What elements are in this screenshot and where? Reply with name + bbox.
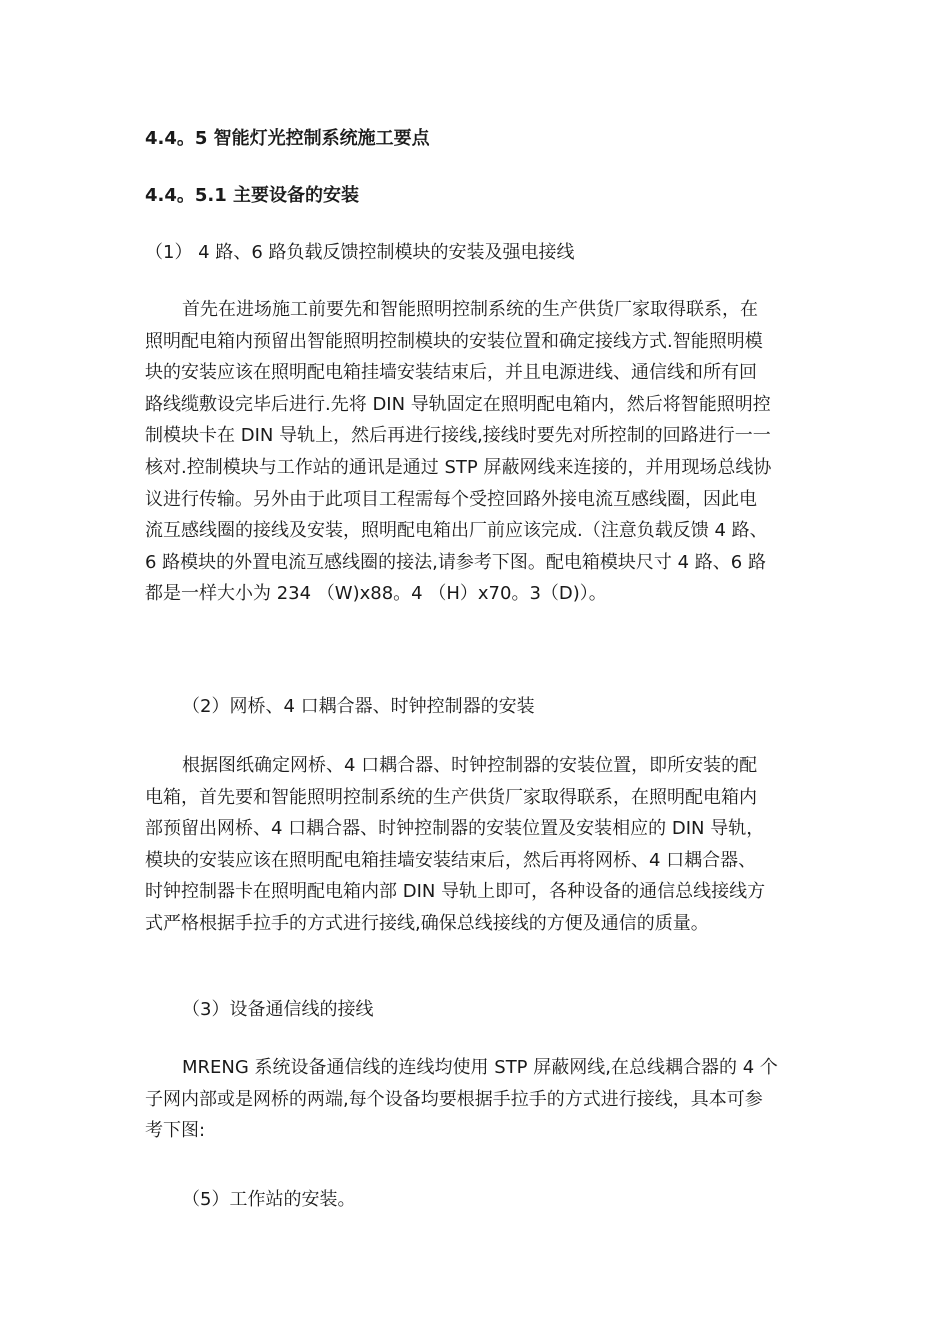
paragraph-2-line: 时钟控制器卡在照明配电箱内部 DIN 导轨上即可，各种设备的通信总线接线方	[145, 881, 766, 903]
paragraph-1-line: 流互感线圈的接线及安装，照明配电箱出厂前应该完成.（注意负载反馈 4 路、	[145, 520, 768, 542]
paragraph-1-line: 照明配电箱内预留出智能照明控制模块的安装位置和确定接线方式.智能照明模	[145, 330, 763, 352]
paragraph-2	[145, 750, 815, 940]
section-heading-4-4-5-1: 4.4。5.1 主要设备的安装	[145, 185, 360, 206]
paragraph-2-line: 部预留出网桥、4 口耦合器、时钟控制器的安装位置及安装相应的 DIN 导轨，	[145, 818, 765, 840]
item-5-title: （5）工作站的安装。	[182, 1189, 356, 1210]
paragraph-2-line: 电箱，首先要和智能照明控制系统的生产供货厂家取得联系，在照明配电箱内	[145, 786, 757, 808]
paragraph-3-line: MRENG 系统设备通信线的连线均使用 STP 屏蔽网线,在总线耦合器的 4 个	[182, 1057, 778, 1078]
paragraph-1-line: 议进行传输。另外由于此项目工程需每个受控回路外接电流互感线圈，因此电	[145, 488, 757, 510]
paragraph-3-line: 考下图:	[145, 1120, 206, 1142]
paragraph-1-line: 块的安装应该在照明配电箱挂墙安装结束后，并且电源进线、通信线和所有回	[145, 362, 757, 384]
paragraph-1-line: 核对.控制模块与工作站的通讯是通过 STP 屏蔽网线来连接的，并用现场总线协	[145, 456, 772, 478]
item-3-title: （3）设备通信线的接线	[182, 999, 374, 1020]
paragraph-1	[145, 294, 815, 610]
paragraph-2-line: 模块的安装应该在照明配电箱挂墙安装结束后，然后再将网桥、4 口耦合器、	[145, 849, 757, 871]
section-heading-4-4-5: 4.4。5 智能灯光控制系统施工要点	[145, 128, 430, 149]
paragraph-1-last-prefix: 都是一样大小为	[145, 583, 271, 605]
paragraph-1-line: 制模块卡在 DIN 导轨上，然后再进行接线,接线时要先对所控制的回路进行一一	[145, 425, 771, 447]
paragraph-3	[145, 1052, 815, 1147]
paragraph-1-line: 6 路模块的外置电流互感线圈的接法,请参考下图。配电箱模块尺寸 4 路、6 路	[145, 551, 766, 573]
item-2-title: （2）网桥、4 口耦合器、时钟控制器的安装	[182, 696, 535, 717]
paragraph-1-line: 首先在进场施工前要先和智能照明控制系统的生产供货厂家取得联系，在	[182, 299, 758, 320]
paragraph-1-last-line	[145, 578, 815, 610]
paragraph-1-line: 路线缆敷设完毕后进行.先将 DIN 导轨固定在照明配电箱内，然后将智能照明控	[145, 393, 771, 415]
paragraph-2-line: 式严格根据手拉手的方式进行接线,确保总线接线的方便及通信的质量。	[145, 912, 709, 934]
paragraph-3-line: 子网内部或是网桥的两端,每个设备均要根据手拉手的方式进行接线，具本可参	[145, 1088, 763, 1110]
item-1-title: （1） 4 路、6 路负载反馈控制模块的安装及强电接线	[145, 242, 575, 263]
paragraph-1-last-rest: 234 （W)x88。4 （H）x70。3（D)）。	[271, 583, 607, 605]
paragraph-2-line: 根据图纸确定网桥、4 口耦合器、时钟控制器的安装位置，即所安装的配	[182, 755, 758, 776]
